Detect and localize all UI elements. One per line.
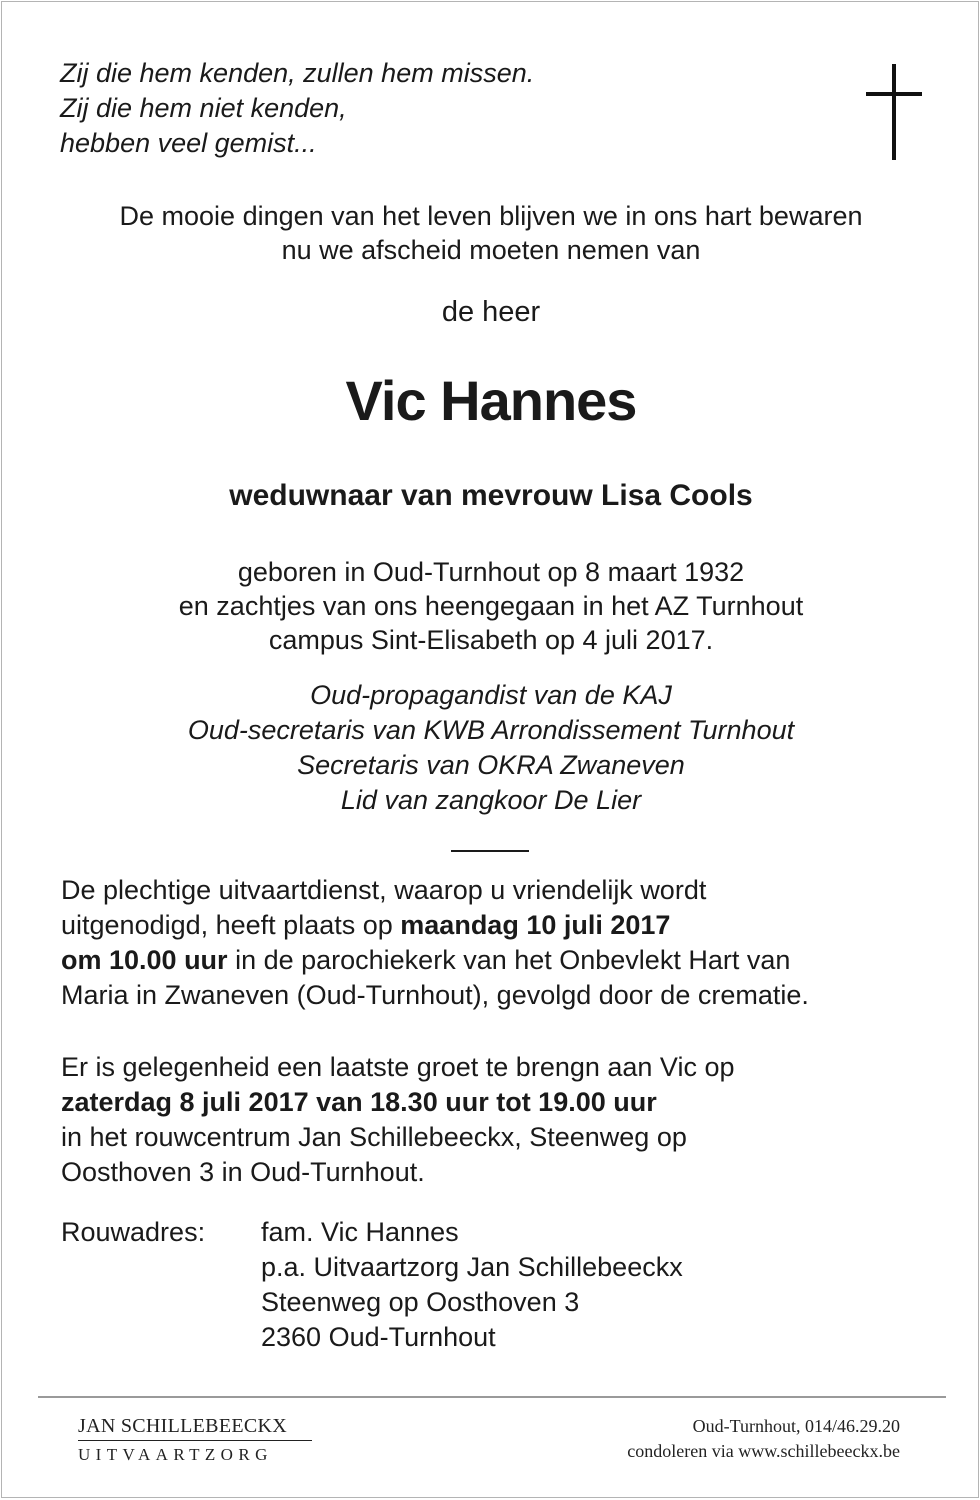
- section-divider: [451, 850, 529, 852]
- visitation-datetime: zaterdag 8 juli 2017 van 18.30 uur tot 19.00 uur: [61, 1087, 657, 1117]
- address-line: p.a. Uitvaartzorg Jan Schillebeeckx: [261, 1252, 683, 1282]
- funeral-paragraph: [61, 873, 951, 1013]
- visitation-line: Oosthoven 3 in Oud-Turnhout.: [61, 1157, 425, 1187]
- funeral-line: om 10.00 uur in de parochiekerk van het Onbevlekt Hart van: [61, 945, 791, 975]
- intro-line: nu we afscheid moeten nemen van: [281, 235, 701, 265]
- birth-death-line: campus Sint-Elisabeth op 4 juli 2017.: [268, 625, 714, 655]
- footer-rule: [38, 1396, 946, 1398]
- role-item: Oud-propagandist van de KAJ: [310, 680, 672, 710]
- funeral-line: De plechtige uitvaartdienst, waarop u vriendelijk wordt: [61, 875, 707, 905]
- quote-line: hebben veel gemist...: [60, 128, 317, 158]
- roles-list: [2, 678, 980, 818]
- deceased-name: Vic Hannes: [345, 369, 637, 432]
- visitation-line: in het rouwcentrum Jan Schillebeeckx, Steenweg op: [61, 1122, 687, 1152]
- intro-text: [2, 199, 980, 267]
- address-lines: [261, 1215, 683, 1355]
- cross-icon: [866, 64, 922, 160]
- contact-website: condoleren via www.schillebeeckx.be: [627, 1441, 900, 1461]
- contact-phone: Oud-Turnhout, 014/46.29.20: [692, 1416, 900, 1436]
- logo-subtitle: UITVAARTZORG: [78, 1445, 273, 1464]
- honorific: de heer: [441, 296, 541, 328]
- visitation-line: Er is gelegenheid een laatste groet te brengn aan Vic op: [61, 1052, 735, 1082]
- role-item: Lid van zangkoor De Lier: [340, 785, 642, 815]
- quote-line: Zij die hem kenden, zullen hem missen.: [60, 58, 535, 88]
- quote-line: Zij die hem niet kenden,: [60, 93, 347, 123]
- address-line: 2360 Oud-Turnhout: [261, 1322, 496, 1352]
- address-label: Rouwadres:: [61, 1217, 206, 1247]
- birth-death-info: [2, 555, 980, 657]
- funeral-line: Maria in Zwaneven (Oud-Turnhout), gevolgd door de crematie.: [61, 980, 809, 1010]
- footer-contact: [627, 1414, 900, 1464]
- role-item: Secretaris van OKRA Zwaneven: [297, 750, 685, 780]
- funeral-date: maandag 10 juli 2017: [400, 910, 671, 940]
- funeral-line: uitgenodigd, heeft plaats op maandag 10 juli 2017: [61, 910, 671, 940]
- widower-line: weduwnaar van mevrouw Lisa Cools: [229, 479, 753, 512]
- death-notice: [1, 1, 979, 1498]
- birth-death-line: geboren in Oud-Turnhout op 8 maart 1932: [237, 557, 745, 587]
- opening-quote: [60, 56, 534, 161]
- role-item: Oud-secretaris van KWB Arrondissement Turnhout: [187, 715, 795, 745]
- birth-death-line: en zachtjes van ons heengegaan in het AZ Turnhout: [178, 591, 804, 621]
- address-line: Steenweg op Oosthoven 3: [261, 1287, 580, 1317]
- address-line: fam. Vic Hannes: [261, 1217, 459, 1247]
- logo-name: JAN SCHILLEBEECKX: [78, 1415, 287, 1437]
- intro-line: De mooie dingen van het leven blijven we in ons hart bewaren: [119, 201, 863, 231]
- funeral-home-logo: [78, 1414, 312, 1466]
- funeral-time: om 10.00 uur: [61, 945, 228, 975]
- visitation-paragraph: [61, 1050, 951, 1190]
